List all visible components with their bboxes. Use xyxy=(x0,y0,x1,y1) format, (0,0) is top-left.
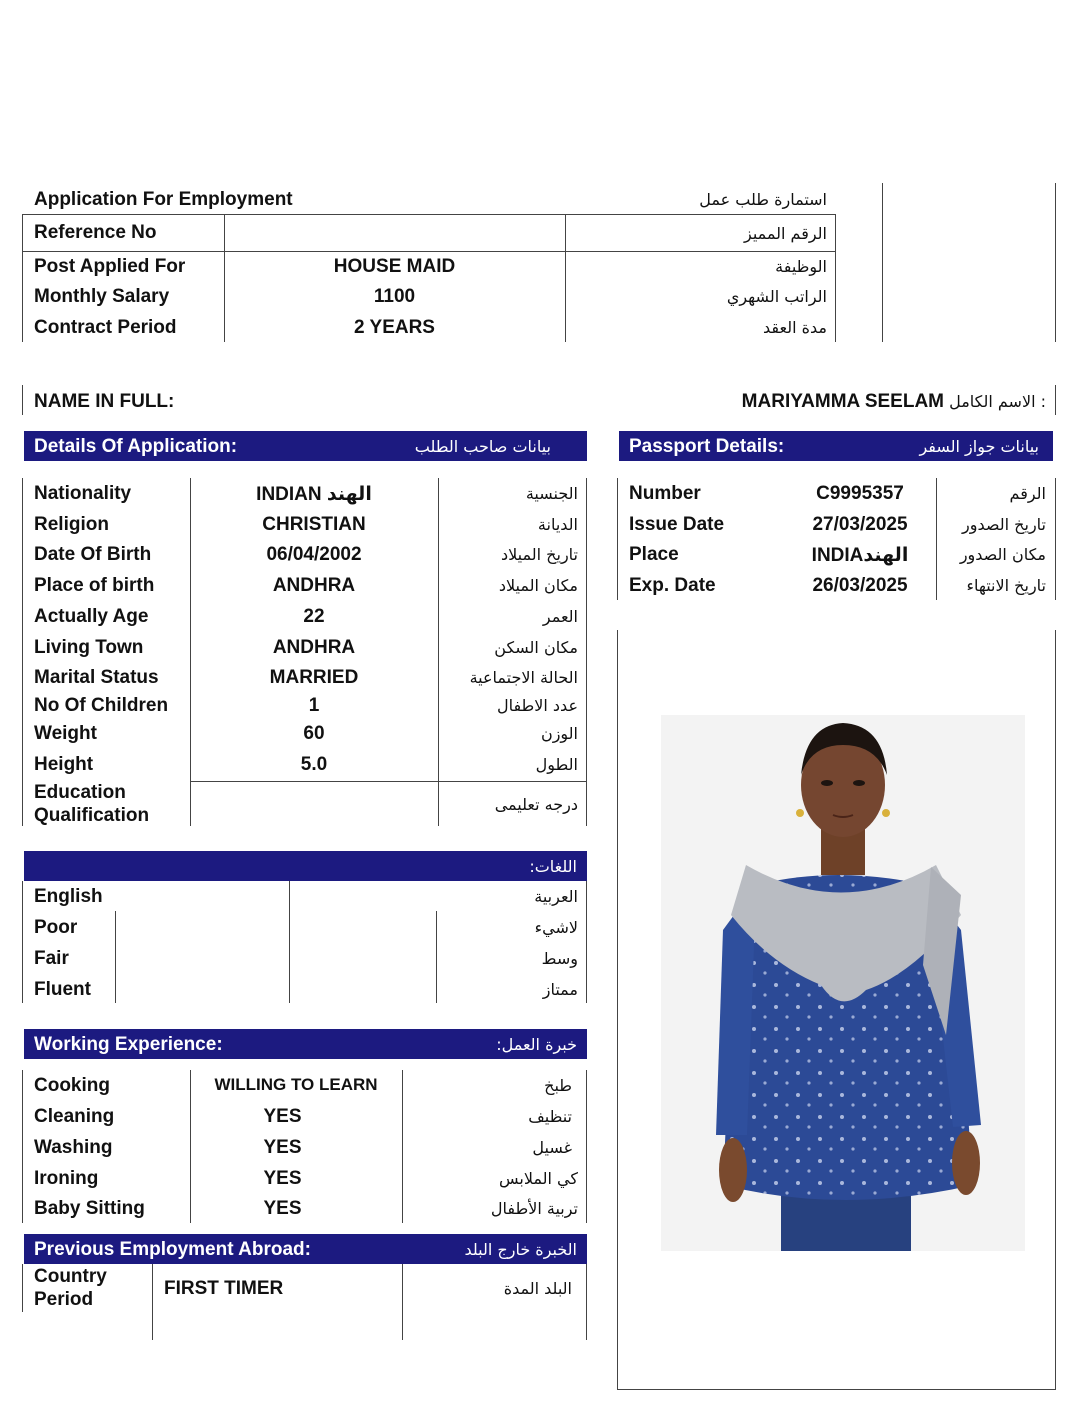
monthly-salary-label: Monthly Salary xyxy=(34,286,170,307)
issue-date-label: Issue Date xyxy=(629,514,725,535)
nationality-label-ar: الجنسية xyxy=(525,484,578,503)
application-title-en: Details Of Application: xyxy=(34,436,238,457)
reference-no-label-ar: الرقم المميز xyxy=(743,224,827,243)
lang-fluent-label: Fluent xyxy=(34,979,91,1000)
experience-header-bar xyxy=(24,1029,587,1059)
abroad-title-ar: الخبرة خارج البلد xyxy=(464,1240,577,1259)
exp-date-label: Exp. Date xyxy=(629,575,716,596)
ironing-value: YES xyxy=(263,1168,302,1189)
passport-header-bar xyxy=(619,431,1053,461)
children-label: No Of Children xyxy=(34,695,169,716)
application-header-bar xyxy=(24,431,587,461)
lang-english-label: English xyxy=(34,886,103,907)
washing-value: YES xyxy=(263,1137,302,1158)
cooking-label: Cooking xyxy=(34,1075,110,1096)
issue-place-label-ar: مكان الصدور xyxy=(959,545,1046,564)
issue-date-label-ar: تاريخ الصدور xyxy=(962,515,1046,534)
cleaning-value: YES xyxy=(263,1106,302,1127)
contract-period-label-ar: مدة العقد xyxy=(763,318,827,337)
country-period-label-ar: البلد المدة xyxy=(503,1279,572,1298)
religion-value: CHRISTIAN xyxy=(262,514,366,535)
abroad-title-en: Previous Employment Abroad: xyxy=(34,1239,311,1260)
contract-period-value: 2 YEARS xyxy=(354,317,435,338)
post-applied-value: HOUSE MAID xyxy=(333,256,456,277)
cooking-value: WILLING TO LEARN xyxy=(214,1075,378,1094)
nationality-label: Nationality xyxy=(34,483,132,504)
abroad-value: FIRST TIMER xyxy=(164,1278,284,1299)
lang-poor-label-ar: لاشيء xyxy=(534,918,578,937)
form-title-ar: استمارة طلب عمل xyxy=(699,190,827,209)
passport-number-label: Number xyxy=(629,483,701,504)
dob-label: Date Of Birth xyxy=(34,544,152,565)
experience-title-en: Working Experience: xyxy=(34,1034,223,1055)
period-label: Period xyxy=(34,1289,94,1310)
lang-arabic-label: العربية xyxy=(534,887,578,906)
education-label-line1: Education xyxy=(34,782,126,803)
birth-place-label-ar: مكان الميلاد xyxy=(498,576,578,595)
age-label-ar: العمر xyxy=(542,607,578,626)
full-name-label: NAME IN FULL: xyxy=(34,391,175,412)
height-label-ar: الطول xyxy=(535,755,578,774)
baby-sitting-value: YES xyxy=(263,1198,302,1219)
weight-label: Weight xyxy=(34,723,97,744)
abroad-header-bar xyxy=(24,1234,587,1264)
education-label-line2: Qualification xyxy=(34,805,150,826)
weight-value: 60 xyxy=(303,723,325,744)
ironing-label: Ironing xyxy=(34,1168,99,1189)
lang-fluent-label-ar: ممتاز xyxy=(542,980,578,999)
washing-label-ar: غسيل xyxy=(532,1138,572,1157)
form-title-en: Application For Employment xyxy=(34,189,293,210)
marital-status-label: Marital Status xyxy=(34,667,159,688)
living-town-label-ar: مكان السكن xyxy=(494,638,578,657)
living-town-label: Living Town xyxy=(34,637,144,658)
height-value: 5.0 xyxy=(300,754,328,775)
monthly-salary-value: 1100 xyxy=(373,286,416,307)
cleaning-label: Cleaning xyxy=(34,1106,115,1127)
contract-period-label: Contract Period xyxy=(34,317,177,338)
cooking-label-ar: طبخ xyxy=(544,1076,572,1095)
lang-fair-label-ar: وسط xyxy=(541,949,578,968)
washing-label: Washing xyxy=(34,1137,113,1158)
baby-sitting-label-ar: تربية الأطفال xyxy=(490,1199,578,1218)
languages-header-bar xyxy=(24,851,587,881)
lang-fair-label: Fair xyxy=(34,948,69,969)
dob-value: 06/04/2002 xyxy=(266,544,362,565)
birth-place-value: ANDHRA xyxy=(272,575,356,596)
cleaning-label-ar: تنظيف xyxy=(528,1107,572,1126)
age-value: 22 xyxy=(303,606,325,627)
lang-poor-label: Poor xyxy=(34,917,78,938)
weight-label-ar: الوزن xyxy=(540,724,578,743)
monthly-salary-label-ar: الراتب الشهري xyxy=(726,287,827,306)
baby-sitting-label: Baby Sitting xyxy=(34,1198,145,1219)
religion-label-ar: الديانة xyxy=(537,515,578,534)
post-applied-label: Post Applied For xyxy=(34,256,186,277)
post-applied-label-ar: الوظيفة xyxy=(775,257,827,276)
religion-label: Religion xyxy=(34,514,109,535)
full-name-value: MARIYAMMA SEELAM xyxy=(741,391,944,412)
marital-status-label-ar: الحالة الاجتماعية xyxy=(469,668,578,687)
living-town-value: ANDHRA xyxy=(272,637,356,658)
education-label-ar: درجه تعليمى xyxy=(494,795,578,814)
country-label: Country xyxy=(34,1266,107,1287)
passport-title-en: Passport Details: xyxy=(629,436,785,457)
passport-title-ar: بيانات جواز السفر xyxy=(919,437,1039,456)
issue-place-value: الهندINDIA xyxy=(811,545,909,566)
birth-place-label: Place of birth xyxy=(34,575,155,596)
nationality-value: INDIAN الهند xyxy=(256,484,372,505)
height-label: Height xyxy=(34,754,94,775)
marital-status-value: MARRIED xyxy=(269,667,359,688)
children-value: 1 xyxy=(308,695,320,716)
applicant-photo xyxy=(661,715,1025,1251)
children-label-ar: عدد الاطفال xyxy=(496,696,578,715)
passport-number-label-ar: الرقم xyxy=(1009,484,1046,503)
age-label: Actually Age xyxy=(34,606,149,627)
full-name-label-ar: : الاسم الكامل xyxy=(949,392,1046,411)
exp-date-value: 26/03/2025 xyxy=(812,575,908,596)
application-title-ar: بيانات صاحب الطلب xyxy=(414,437,551,456)
languages-title-ar: اللغات: xyxy=(529,857,577,876)
issue-date-value: 27/03/2025 xyxy=(812,514,908,535)
reference-no-label: Reference No xyxy=(34,222,157,243)
exp-date-label-ar: تاريخ الانتهاء xyxy=(966,576,1046,595)
dob-label-ar: تاريخ الميلاد xyxy=(501,545,578,564)
passport-number-value: C9995357 xyxy=(816,483,904,504)
experience-title-ar: خبرة العمل: xyxy=(496,1035,577,1054)
issue-place-label: Place xyxy=(629,544,679,565)
ironing-label-ar: كي الملابس xyxy=(498,1169,578,1188)
